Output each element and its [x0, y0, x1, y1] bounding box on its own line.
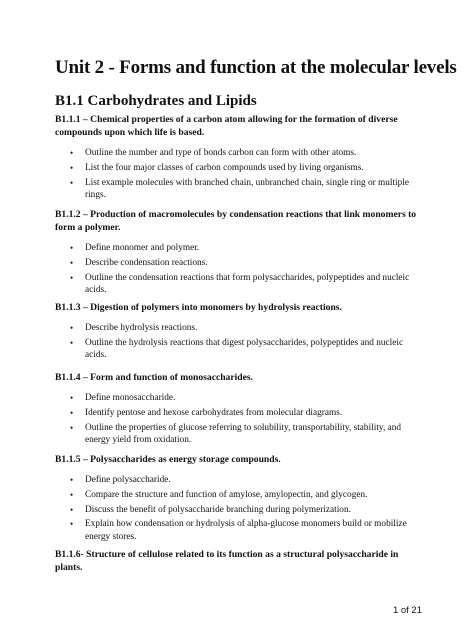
objective-item [55, 337, 425, 361]
bullet-icon: • [70, 337, 74, 348]
bullet-icon: • [70, 407, 74, 418]
objective-text: Discuss the benefit of polysaccharide branching during polymerization. [85, 504, 351, 515]
objective-item [55, 474, 425, 486]
bullet-icon: • [70, 422, 74, 433]
objective-text: Define monosaccharide. [85, 393, 176, 403]
bullet-icon: • [70, 177, 74, 188]
objective-text: Outline the properties of glucose referring to solubility, transportability, stability, and energy yield from oxidation. [85, 422, 402, 445]
objective-item [55, 242, 425, 254]
objective-list [55, 322, 425, 361]
objective-text: Outline the number and type of bonds carbon can form with other atoms. [85, 148, 357, 158]
objective-text: Describe hydrolysis reactions. [85, 323, 198, 333]
bullet-icon: • [70, 504, 74, 515]
objective-item [55, 162, 425, 174]
objective-list [55, 242, 425, 296]
topic-heading: B1.1.3 – Digestion of polymers into monomers by hydrolysis reactions. [55, 302, 342, 313]
objective-list [55, 474, 425, 543]
objective-text: Explain how condensation or hydrolysis of alpha-glucose monomers build or mobilize energy stores. [85, 519, 407, 542]
topic-block [55, 208, 425, 299]
objective-text: Describe condensation reactions. [85, 257, 208, 268]
bullet-icon: • [70, 393, 74, 403]
bullet-icon: • [70, 272, 74, 283]
bullet-icon: • [70, 519, 74, 530]
objective-item [55, 272, 425, 296]
topic-heading: B1.1.4 – Form and function of monosaccharides. [55, 372, 254, 383]
objective-text: Define polysaccharide. [85, 475, 171, 485]
objective-item [55, 392, 425, 404]
objective-text: Identify pentose and hexose carbohydrates from molecular diagrams. [85, 407, 343, 418]
topic-heading: B1.1.6- Structure of cellulose related to its function as a structural polysaccharide in plants. [55, 549, 399, 573]
objective-text: Define monomer and polymer. [85, 243, 200, 253]
objective-item [55, 322, 425, 334]
objective-text: Outline the hydrolysis reactions that digest polysaccharides, polypeptides and nucleic acids. [85, 337, 404, 360]
objective-text: List example molecules with branched chain, unbranched chain, single ring or multiple rings. [85, 177, 410, 200]
bullet-icon: • [70, 243, 74, 253]
objective-item [55, 518, 425, 542]
bullet-icon: • [70, 257, 74, 268]
topic-block [55, 548, 425, 574]
objective-text: List the four major classes of carbon compounds used by living organisms. [85, 162, 364, 173]
topic-heading: B1.1.2 – Production of macromolecules by condensation reactions that link monomers to form a polymer. [55, 209, 417, 233]
topic-heading: B1.1.1 – Chemical properties of a carbon atom allowing for the formation of diverse compounds upon which life is based. [55, 114, 398, 138]
objective-item [55, 177, 425, 201]
bullet-icon: • [70, 323, 74, 333]
topic-block [55, 453, 425, 545]
bullet-icon: • [70, 489, 74, 500]
bullet-icon: • [70, 475, 74, 485]
objective-list [55, 147, 425, 201]
bullet-icon: • [70, 148, 74, 158]
objective-item [55, 407, 425, 419]
objective-item [55, 489, 425, 501]
objective-text: Outline the condensation reactions that form polysaccharides, polypeptides and nucleic acids. [85, 272, 410, 295]
objective-text: Compare the structure and function of amylose, amylopectin, and glycogen. [85, 489, 368, 500]
objective-list [55, 392, 425, 446]
objective-item [55, 257, 425, 269]
section-title: B1.1 Carbohydrates and Lipids [55, 93, 257, 109]
bullet-icon: • [70, 162, 74, 173]
objective-item [55, 147, 425, 159]
topic-heading: B1.1.5 – Polysaccharides as energy storage compounds. [55, 454, 281, 465]
topic-block [55, 113, 425, 204]
topic-block [55, 301, 425, 364]
objective-item [55, 504, 425, 516]
topic-block [55, 371, 425, 449]
page-number: 1 of 21 [392, 605, 422, 616]
objective-item [55, 422, 425, 446]
unit-title: Unit 2 - Forms and function at the molecular levels [55, 57, 457, 78]
